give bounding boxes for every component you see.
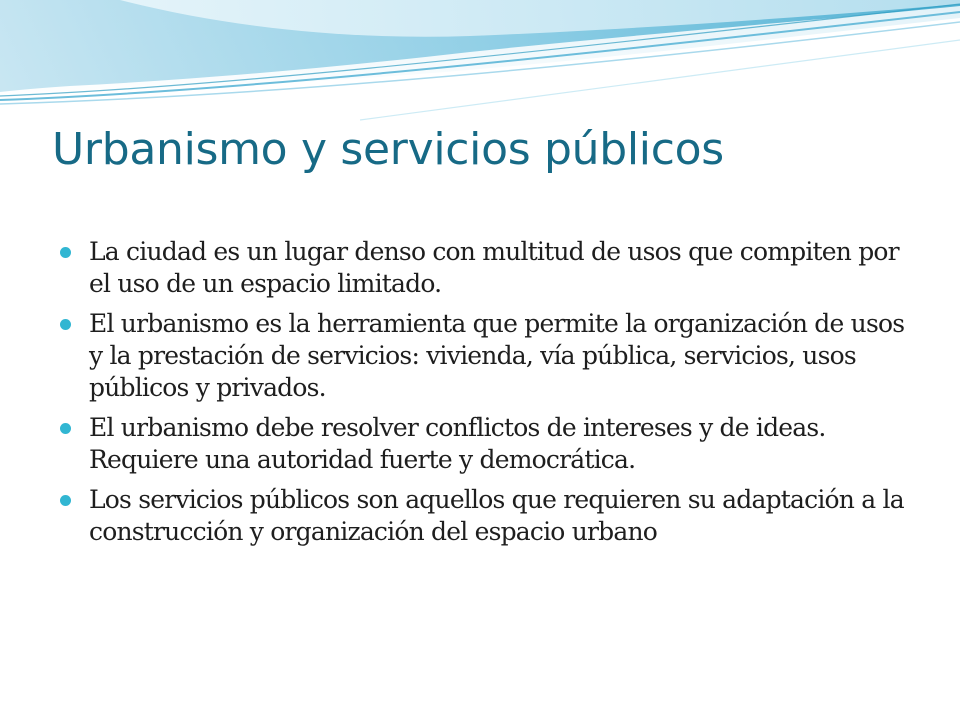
bullet-item: [60, 412, 920, 476]
bullet-text: Los servicios públicos son aquellos que requieren su adaptación a la construcción y organización del espacio urbano: [89, 485, 904, 546]
slide-title: Urbanismo y servicios públicos: [52, 124, 724, 175]
bullet-text: El urbanismo debe resolver conflictos de intereses y de ideas. Requiere una autoridad fuerte y democrática.: [89, 413, 826, 474]
bullet-dot-icon: [60, 423, 71, 434]
bullet-item: [60, 236, 920, 300]
wave-header-decoration: [0, 0, 960, 125]
bullet-dot-icon: [60, 495, 71, 506]
bullet-dot-icon: [60, 319, 71, 330]
bullet-item: [60, 484, 920, 548]
bullet-item: [60, 308, 920, 404]
bullet-list: [60, 236, 920, 556]
bullet-text: La ciudad es un lugar denso con multitud de usos que compiten por el uso de un espacio limitado.: [89, 237, 899, 298]
bullet-text: El urbanismo es la herramienta que permite la organización de usos y la prestación de servicios: vivienda, vía pública, servicios, usos públicos y privados.: [89, 309, 905, 402]
bullet-dot-icon: [60, 247, 71, 258]
